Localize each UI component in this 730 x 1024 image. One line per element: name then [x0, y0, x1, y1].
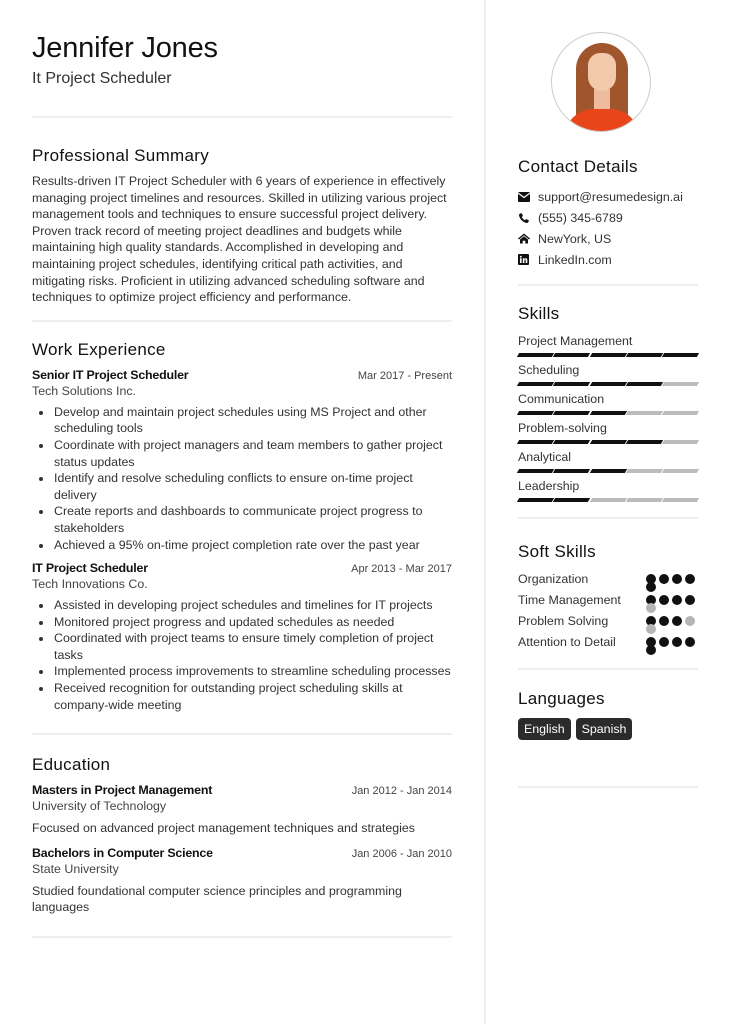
soft-skill-name: Problem Solving — [518, 614, 609, 629]
soft-skill-rating — [646, 616, 698, 633]
job-date: Apr 2013 - Mar 2017 — [351, 563, 452, 576]
divider — [32, 320, 452, 322]
skill-level-bar — [518, 498, 698, 503]
skill-name: Problem-solving — [518, 421, 607, 436]
education-date: Jan 2006 - Jan 2010 — [351, 847, 452, 860]
linkedin-icon — [518, 254, 538, 265]
skill-level-bar — [518, 469, 698, 474]
section-heading: Professional Summary — [32, 146, 210, 165]
soft-skills-section — [518, 541, 698, 654]
contact-linkedin[interactable] — [518, 249, 698, 270]
education-description: Focused on advanced project management techniques and strategies — [32, 821, 415, 836]
contact-text: LinkedIn.com — [538, 252, 612, 267]
soft-skill-item — [518, 613, 698, 633]
soft-skill-item — [518, 571, 698, 591]
soft-skill-name: Time Management — [518, 593, 621, 608]
job-bullets — [32, 597, 452, 713]
skills-section — [518, 303, 698, 503]
job-company: Tech Solutions Inc. — [32, 383, 137, 398]
soft-skill-rating — [646, 595, 698, 612]
bullet-item: Implemented process improvements to streamline scheduling processes — [54, 664, 451, 679]
divider — [518, 668, 698, 670]
contact-email[interactable] — [518, 187, 698, 208]
section-heading: Work Experience — [32, 339, 166, 359]
section-heading: Education — [32, 755, 111, 775]
divider — [32, 733, 452, 735]
summary-text: Results-driven IT Project Scheduler with 6 years of experience in effectively managing project timelines and resources. Skilled in utilizing various project management tools and techniques to ensure successful project delivery. Proven track record of meeting project deadlines and budgets while maintaining high quality standards. Accomplished in developing and maintaining project schedules, identifying critical path activities, and mitigating risks. Proficient in utilizing advanced scheduling software and techniques to optimize project efficiency and performance. — [32, 174, 447, 305]
skill-item — [518, 478, 698, 503]
skill-item — [518, 333, 698, 358]
bullet-item: Assisted in developing project schedules and timelines for IT projects — [54, 597, 452, 614]
skill-level-bar — [518, 411, 698, 416]
bullet-item: Create reports and dashboards to communicate project progress to stakeholders — [54, 503, 452, 536]
job-entry — [32, 367, 452, 553]
bullet-item: Coordinated with project teams to ensure timely completion of project tasks — [54, 630, 452, 663]
phone-icon — [518, 212, 538, 224]
divider — [518, 517, 698, 519]
skill-level-bar — [518, 353, 698, 358]
skill-item — [518, 391, 698, 416]
soft-skills-list — [518, 571, 698, 654]
skill-level-bar — [518, 382, 698, 387]
work-section — [32, 339, 452, 714]
skill-item — [518, 449, 698, 474]
skill-item — [518, 362, 698, 387]
home-icon — [518, 233, 538, 244]
contact-text: support@resumedesign.ai — [538, 190, 683, 205]
skill-level-bar — [518, 440, 698, 445]
bullet-item: Identify and resolve scheduling conflicts to ensure on-time project delivery — [54, 470, 452, 503]
candidate-title: It Project Scheduler — [32, 70, 172, 87]
soft-skill-item — [518, 634, 698, 654]
education-entry — [32, 845, 452, 916]
language-chip: English — [518, 718, 571, 740]
skill-name: Project Management — [518, 334, 633, 349]
languages-section — [518, 688, 698, 740]
contact-phone[interactable] — [518, 208, 698, 229]
degree: Bachelors in Computer Science — [32, 845, 213, 860]
section-heading: Languages — [518, 689, 605, 709]
bullet-item: Monitored project progress and updated schedules as needed — [54, 614, 452, 631]
contact-location — [518, 229, 698, 250]
soft-skill-name: Attention to Detail — [518, 635, 616, 650]
job-bullets — [32, 404, 452, 553]
education-section — [32, 754, 452, 916]
section-heading: Soft Skills — [518, 542, 596, 562]
skill-item — [518, 420, 698, 445]
education-date: Jan 2012 - Jan 2014 — [351, 785, 452, 798]
school: University of Technology — [32, 799, 167, 814]
divider — [32, 936, 452, 938]
school: State University — [32, 861, 119, 876]
skills-list — [518, 333, 698, 503]
divider — [518, 284, 698, 286]
skill-name: Analytical — [518, 450, 572, 465]
job-title: Senior IT Project Scheduler — [32, 367, 189, 382]
bullet-item: Achieved a 95% on-time project completion rate over the past year — [54, 537, 452, 554]
column-divider — [484, 0, 486, 1024]
skill-name: Communication — [518, 392, 605, 407]
bullet-item: Develop and maintain project schedules using MS Project and other scheduling tools — [54, 404, 452, 437]
bullet-item: Received recognition for outstanding project scheduling skills at company-wide meeting — [54, 680, 452, 713]
profile-photo — [551, 32, 651, 132]
skill-name: Scheduling — [518, 363, 580, 378]
education-entry — [32, 782, 452, 837]
candidate-name: Jennifer Jones — [32, 32, 218, 64]
soft-skill-name: Organization — [518, 572, 589, 587]
soft-skill-rating — [646, 574, 698, 591]
job-company: Tech Innovations Co. — [32, 577, 148, 592]
soft-skill-item — [518, 592, 698, 612]
contact-text: NewYork, US — [538, 231, 612, 246]
job-date: Mar 2017 - Present — [357, 369, 452, 382]
education-description: Studied foundational computer science principles and programming languages — [32, 883, 402, 915]
bullet-item: Coordinate with project managers and team members to gather project status updates — [54, 437, 452, 470]
soft-skill-rating — [646, 637, 698, 654]
skill-name: Leadership — [518, 479, 580, 494]
main-column — [32, 30, 452, 938]
side-column — [518, 30, 698, 788]
job-entry — [32, 560, 452, 713]
job-title: IT Project Scheduler — [32, 561, 148, 576]
divider — [32, 116, 452, 118]
section-heading: Skills — [518, 304, 560, 324]
envelope-icon — [518, 192, 538, 202]
summary-section — [32, 145, 452, 306]
degree: Masters in Project Management — [32, 783, 213, 798]
language-chip: Spanish — [576, 718, 633, 740]
contact-section — [518, 156, 698, 270]
contact-text: (555) 345-6789 — [538, 211, 623, 226]
divider — [518, 786, 698, 788]
section-heading: Contact Details — [518, 157, 638, 176]
